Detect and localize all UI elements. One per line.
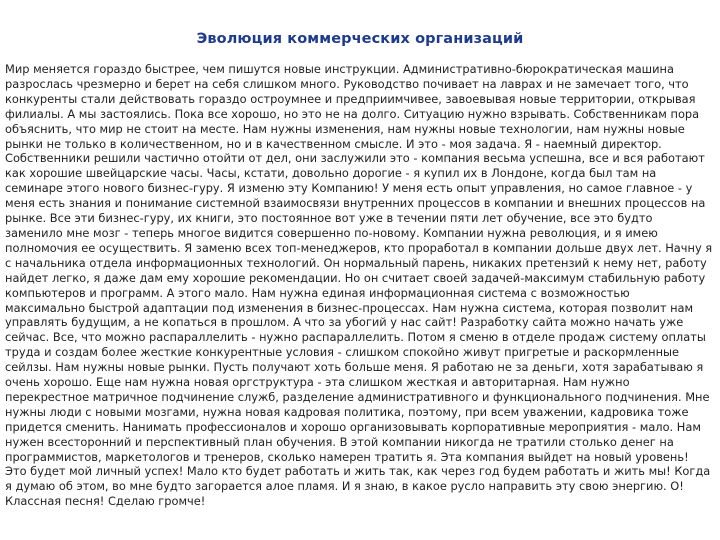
slide-title: Эволюция коммерческих организаций	[196, 31, 524, 47]
slide-body-text: Мир меняется гораздо быстрее, чем пишутся новые инструкции. Административно-бюрократическая машина разрослась чрезмерно и берет на себя слишком много. Руководство почивает на лаврах и не замечает того, что конкуренты стали действовать гораздо остроумнее и предприимчивее, завоевывая новые территории, открывая филиалы. А мы застоялись. Пока все хорошо, но это не на долго. Ситуацию нужно взрывать. Собственникам пора объяснить, что мир не стоит на месте. Нам нужны изменения, нам нужны новые технологии, нам нужны новые рынки не только в количественном, но и в качественном смысле. И это - моя задача. Я - наемный директор. Собственники решили частично отойти от дел, они заслужили это - компания весьма успешна, все и вся работают как хорошие швейцарские часы. Часы, кстати, довольно дорогие - я купил их в Лондоне, когда был там на семинаре этого нового бизнес-гуру. Я изменю эту Компанию! У меня есть опыт управления, но самое главное - у меня есть знания и понимание системной взаимосвязи внутренних процессов в компании и внешних процессов на рынке. Все эти бизнес-гуру, их книги, это постоянное вот уже в течении пяти лет обучение, все это будто заменило мне мозг - теперь многое видится совершенно по-новому. Компании нужна революция, и я имею полномочия ее осуществить. Я заменю всех топ-менеджеров, кто проработал в компании дольше двух лет. Начну я с начальника отдела информационных технологий. Он нормальный парень, никаких претензий к нему нет, работу найдет легко, я даже дам ему хорошие рекомендации. Но он считает своей задачей-максимум стабильную работу компьютеров и программ. А этого мало. Нам нужна единая информационная система с возможностью максимально быстрой адаптации под изменения в бизнес-процессах. Нам нужна система, которая позволит нам управлять будущим, а не копаться в прошлом. А что за убогий у нас сайт! Разработку сайта можно начать уже сейчас. Все, что можно распараллелить - нужно распараллелить. Потом я сменю в отделе продаж систему оплаты труда и создам более жесткие конкурентные условия - слишком спокойно живут пригретые и раскормленные сейлзы. Нам нужны новые рынки. Пусть получают хоть больше меня. Я работаю не за деньги, хотя зарабатываю я очень хорошо. Еще нам нужна новая оргструктура - эта слишком жесткая и авторитарная. Нам нужно перекрестное матричное подчинение служб, разделение административного и функционального подчинения. Мне нужны люди с новыми мозгами, нужна новая кадровая политика, поэтому, при всем уважении, кадровика тоже придется сменить. Нанимать профессионалов и хорошо организовывать корпоративные мероприятия - мало. Нам нужен всесторонний и перспективный план обучения. В этой компании никогда не тратили столько денег на программистов, маркетологов и тренеров, сколько намерен тратить я. Эта компания выйдет на новый уровень! Это будет мой личный успех! Мало кто будет работать и жить так, как через год будем работать и жить мы! Когда я думаю об этом, во мне будто загорается алое пламя. И я знаю, в какое русло направить эту свою энергию. О! Классная песня! Сделаю громче!	[5, 62, 713, 509]
